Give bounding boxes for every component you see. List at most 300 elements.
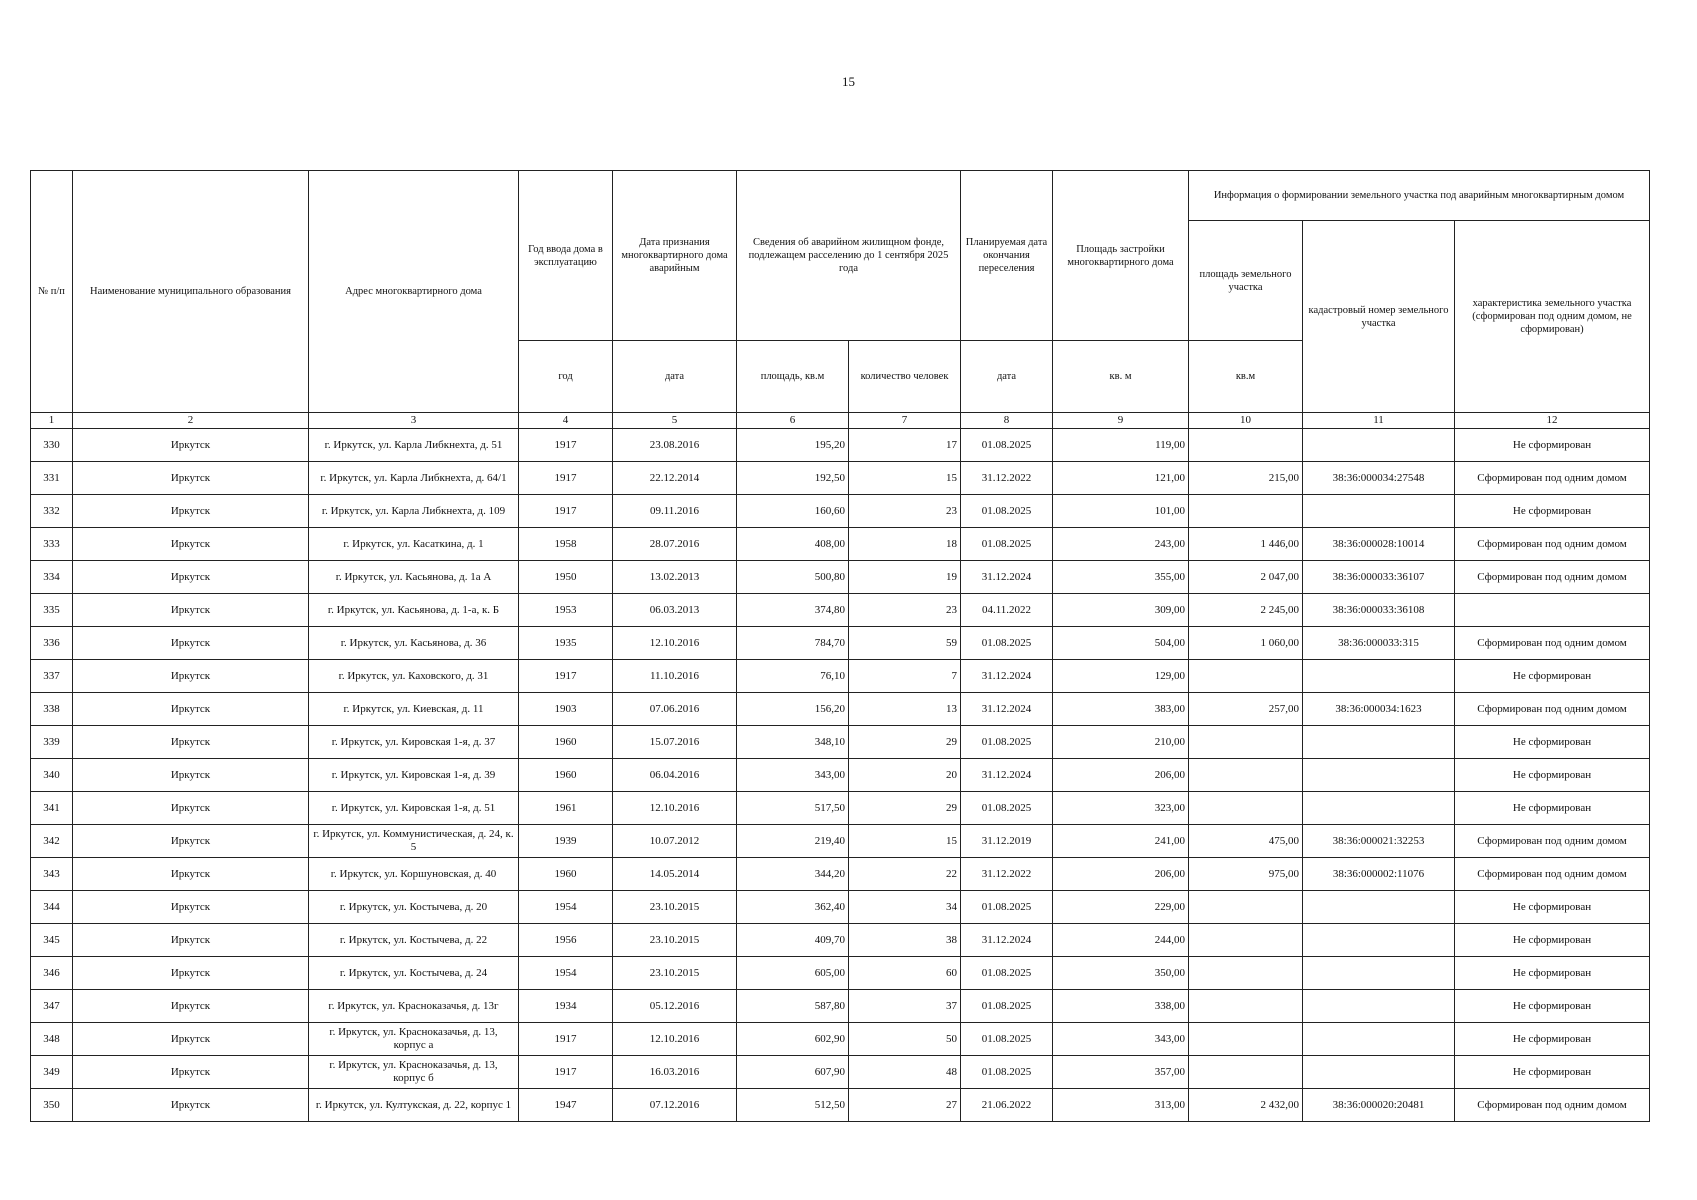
cell-building-area: 119,00 [1053, 429, 1189, 462]
cell-cadastral-number [1303, 660, 1455, 693]
table-row [31, 990, 1650, 1023]
cell-municipality: Иркутск [73, 561, 309, 594]
cell-area: 374,80 [737, 594, 849, 627]
cell-plot-characteristic: Не сформирован [1455, 759, 1650, 792]
cell-year: 1917 [519, 495, 613, 528]
cell-cadastral-number: 38:36:000033:315 [1303, 627, 1455, 660]
cell-municipality: Иркутск [73, 759, 309, 792]
header-cadastral: кадастровый номер земельного участка [1303, 221, 1455, 413]
cell-building-area: 121,00 [1053, 462, 1189, 495]
cell-row-number: 336 [31, 627, 73, 660]
cell-building-area: 210,00 [1053, 726, 1189, 759]
cell-recognition-date: 23.10.2015 [613, 957, 737, 990]
cell-cadastral-number: 38:36:000033:36108 [1303, 594, 1455, 627]
table-body [31, 429, 1650, 1122]
cell-area: 512,50 [737, 1089, 849, 1122]
cell-recognition-date: 06.04.2016 [613, 759, 737, 792]
header-recognition-date: Дата признания многоквартирного дома аварийным [613, 171, 737, 341]
cell-year: 1958 [519, 528, 613, 561]
cell-row-number: 335 [31, 594, 73, 627]
cell-year: 1917 [519, 660, 613, 693]
cell-recognition-date: 23.08.2016 [613, 429, 737, 462]
cell-plot-characteristic: Сформирован под одним домом [1455, 858, 1650, 891]
cell-cadastral-number [1303, 429, 1455, 462]
cell-recognition-date: 10.07.2012 [613, 825, 737, 858]
cell-building-area: 355,00 [1053, 561, 1189, 594]
cell-plot-characteristic: Не сформирован [1455, 429, 1650, 462]
header-unit-sqm: кв. м [1053, 341, 1189, 413]
cell-area: 602,90 [737, 1023, 849, 1056]
table-row [31, 891, 1650, 924]
cell-year: 1917 [519, 429, 613, 462]
cell-people-count: 20 [849, 759, 961, 792]
cell-row-number: 344 [31, 891, 73, 924]
cell-plot-area [1189, 990, 1303, 1023]
cell-municipality: Иркутск [73, 1089, 309, 1122]
cell-plot-characteristic: Не сформирован [1455, 495, 1650, 528]
table-row [31, 627, 1650, 660]
cell-cadastral-number [1303, 990, 1455, 1023]
cell-row-number: 331 [31, 462, 73, 495]
cell-area: 500,80 [737, 561, 849, 594]
header-no: № п/п [31, 171, 73, 413]
column-number: 7 [849, 413, 961, 429]
cell-cadastral-number [1303, 957, 1455, 990]
cell-municipality: Иркутск [73, 660, 309, 693]
cell-address: г. Иркутск, ул. Кировская 1-я, д. 39 [309, 759, 519, 792]
cell-municipality: Иркутск [73, 594, 309, 627]
cell-address: г. Иркутск, ул. Красноказачья, д. 13, корпус а [309, 1023, 519, 1056]
table-row [31, 957, 1650, 990]
header-unit-sqm2: кв.м [1189, 341, 1303, 413]
cell-year: 1903 [519, 693, 613, 726]
table-row [31, 924, 1650, 957]
table-row [31, 726, 1650, 759]
cell-area: 160,60 [737, 495, 849, 528]
cell-planned-end-date: 01.08.2025 [961, 495, 1053, 528]
cell-building-area: 309,00 [1053, 594, 1189, 627]
cell-address: г. Иркутск, ул. Коршуновская, д. 40 [309, 858, 519, 891]
cell-row-number: 346 [31, 957, 73, 990]
cell-plot-area: 2 245,00 [1189, 594, 1303, 627]
cell-recognition-date: 09.11.2016 [613, 495, 737, 528]
cell-recognition-date: 13.02.2013 [613, 561, 737, 594]
cell-address: г. Иркутск, ул. Кировская 1-я, д. 51 [309, 792, 519, 825]
cell-building-area: 206,00 [1053, 759, 1189, 792]
cell-year: 1960 [519, 759, 613, 792]
cell-plot-characteristic: Не сформирован [1455, 990, 1650, 1023]
table-row [31, 594, 1650, 627]
cell-area: 348,10 [737, 726, 849, 759]
cell-row-number: 330 [31, 429, 73, 462]
table-header [31, 171, 1650, 429]
cell-people-count: 19 [849, 561, 961, 594]
cell-planned-end-date: 01.08.2025 [961, 957, 1053, 990]
cell-municipality: Иркутск [73, 990, 309, 1023]
cell-cadastral-number: 38:36:000034:27548 [1303, 462, 1455, 495]
cell-planned-end-date: 01.08.2025 [961, 1056, 1053, 1089]
cell-planned-end-date: 31.12.2024 [961, 693, 1053, 726]
cell-building-area: 343,00 [1053, 1023, 1189, 1056]
cell-planned-end-date: 01.08.2025 [961, 1023, 1053, 1056]
cell-address: г. Иркутск, ул. Култукская, д. 22, корпус 1 [309, 1089, 519, 1122]
column-number: 5 [613, 413, 737, 429]
cell-plot-characteristic: Не сформирован [1455, 792, 1650, 825]
cell-plot-area: 2 047,00 [1189, 561, 1303, 594]
cell-row-number: 339 [31, 726, 73, 759]
header-planned-end: Планируемая дата окончания переселения [961, 171, 1053, 341]
cell-municipality: Иркутск [73, 957, 309, 990]
cell-recognition-date: 23.10.2015 [613, 924, 737, 957]
cell-plot-area [1189, 726, 1303, 759]
table-row [31, 1023, 1650, 1056]
cell-planned-end-date: 01.08.2025 [961, 990, 1053, 1023]
cell-year: 1939 [519, 825, 613, 858]
cell-recognition-date: 15.07.2016 [613, 726, 737, 759]
cell-year: 1960 [519, 858, 613, 891]
cell-recognition-date: 07.06.2016 [613, 693, 737, 726]
cell-recognition-date: 12.10.2016 [613, 627, 737, 660]
cell-planned-end-date: 31.12.2024 [961, 924, 1053, 957]
cell-recognition-date: 28.07.2016 [613, 528, 737, 561]
cell-plot-area [1189, 1023, 1303, 1056]
table-row [31, 528, 1650, 561]
cell-municipality: Иркутск [73, 1023, 309, 1056]
cell-people-count: 60 [849, 957, 961, 990]
cell-recognition-date: 07.12.2016 [613, 1089, 737, 1122]
cell-people-count: 7 [849, 660, 961, 693]
cell-people-count: 29 [849, 792, 961, 825]
cell-municipality: Иркутск [73, 924, 309, 957]
cell-address: г. Иркутск, ул. Карла Либкнехта, д. 109 [309, 495, 519, 528]
cell-plot-area: 975,00 [1189, 858, 1303, 891]
cell-year: 1960 [519, 726, 613, 759]
cell-plot-area: 1 446,00 [1189, 528, 1303, 561]
table-row [31, 561, 1650, 594]
cell-plot-area: 1 060,00 [1189, 627, 1303, 660]
cell-people-count: 27 [849, 1089, 961, 1122]
cell-year: 1961 [519, 792, 613, 825]
cell-plot-characteristic: Не сформирован [1455, 1056, 1650, 1089]
cell-area: 784,70 [737, 627, 849, 660]
cell-address: г. Иркутск, ул. Кировская 1-я, д. 37 [309, 726, 519, 759]
cell-recognition-date: 12.10.2016 [613, 792, 737, 825]
table-row [31, 660, 1650, 693]
cell-people-count: 38 [849, 924, 961, 957]
header-unit-date2: дата [961, 341, 1053, 413]
cell-address: г. Иркутск, ул. Карла Либкнехта, д. 51 [309, 429, 519, 462]
column-number: 11 [1303, 413, 1455, 429]
cell-building-area: 357,00 [1053, 1056, 1189, 1089]
cell-row-number: 334 [31, 561, 73, 594]
cell-recognition-date: 16.03.2016 [613, 1056, 737, 1089]
cell-planned-end-date: 01.08.2025 [961, 726, 1053, 759]
cell-cadastral-number [1303, 1056, 1455, 1089]
cell-area: 76,10 [737, 660, 849, 693]
cell-plot-characteristic: Сформирован под одним домом [1455, 1089, 1650, 1122]
header-land-info: Информация о формировании земельного участка под аварийным многоквартирным домом [1189, 171, 1650, 221]
cell-row-number: 348 [31, 1023, 73, 1056]
cell-recognition-date: 22.12.2014 [613, 462, 737, 495]
page-number: 15 [842, 74, 855, 89]
table-row [31, 495, 1650, 528]
cell-address: г. Иркутск, ул. Костычева, д. 22 [309, 924, 519, 957]
cell-cadastral-number: 38:36:000020:20481 [1303, 1089, 1455, 1122]
cell-cadastral-number: 38:36:000028:10014 [1303, 528, 1455, 561]
cell-address: г. Иркутск, ул. Киевская, д. 11 [309, 693, 519, 726]
cell-plot-area: 257,00 [1189, 693, 1303, 726]
cell-people-count: 23 [849, 495, 961, 528]
cell-plot-area [1189, 792, 1303, 825]
cell-plot-area [1189, 891, 1303, 924]
cell-building-area: 313,00 [1053, 1089, 1189, 1122]
cell-address: г. Иркутск, ул. Карла Либкнехта, д. 64/1 [309, 462, 519, 495]
cell-area: 607,90 [737, 1056, 849, 1089]
column-number: 10 [1189, 413, 1303, 429]
cell-people-count: 59 [849, 627, 961, 660]
column-number: 3 [309, 413, 519, 429]
header-municipality: Наименование муниципального образования [73, 171, 309, 413]
header-year: Год ввода дома в эксплуатацию [519, 171, 613, 341]
cell-plot-area: 215,00 [1189, 462, 1303, 495]
cell-recognition-date: 05.12.2016 [613, 990, 737, 1023]
cell-municipality: Иркутск [73, 891, 309, 924]
cell-plot-area [1189, 495, 1303, 528]
cell-planned-end-date: 31.12.2022 [961, 462, 1053, 495]
cell-plot-area [1189, 1056, 1303, 1089]
cell-plot-characteristic: Сформирован под одним домом [1455, 825, 1650, 858]
cell-plot-characteristic: Сформирован под одним домом [1455, 693, 1650, 726]
cell-building-area: 206,00 [1053, 858, 1189, 891]
header-unit-year: год [519, 341, 613, 413]
cell-planned-end-date: 31.12.2024 [961, 759, 1053, 792]
cell-building-area: 243,00 [1053, 528, 1189, 561]
cell-row-number: 350 [31, 1089, 73, 1122]
cell-municipality: Иркутск [73, 462, 309, 495]
cell-planned-end-date: 31.12.2024 [961, 660, 1053, 693]
header-address: Адрес многоквартирного дома [309, 171, 519, 413]
cell-cadastral-number: 38:36:000034:1623 [1303, 693, 1455, 726]
cell-planned-end-date: 01.08.2025 [961, 792, 1053, 825]
cell-cadastral-number [1303, 891, 1455, 924]
cell-people-count: 13 [849, 693, 961, 726]
cell-year: 1956 [519, 924, 613, 957]
cell-plot-area: 475,00 [1189, 825, 1303, 858]
cell-row-number: 337 [31, 660, 73, 693]
cell-people-count: 17 [849, 429, 961, 462]
cell-plot-area [1189, 660, 1303, 693]
cell-recognition-date: 06.03.2013 [613, 594, 737, 627]
cell-address: г. Иркутск, ул. Касьянова, д. 1-а, к. Б [309, 594, 519, 627]
cell-address: г. Иркутск, ул. Каховского, д. 31 [309, 660, 519, 693]
cell-municipality: Иркутск [73, 495, 309, 528]
cell-year: 1935 [519, 627, 613, 660]
cell-area: 156,20 [737, 693, 849, 726]
cell-address: г. Иркутск, ул. Костычева, д. 24 [309, 957, 519, 990]
cell-plot-area [1189, 924, 1303, 957]
cell-year: 1954 [519, 957, 613, 990]
cell-area: 362,40 [737, 891, 849, 924]
cell-row-number: 332 [31, 495, 73, 528]
cell-address: г. Иркутск, ул. Красноказачья, д. 13, корпус б [309, 1056, 519, 1089]
table-row [31, 1056, 1650, 1089]
cell-people-count: 34 [849, 891, 961, 924]
cell-area: 605,00 [737, 957, 849, 990]
cell-year: 1917 [519, 1056, 613, 1089]
cell-plot-characteristic: Не сформирован [1455, 1023, 1650, 1056]
cell-municipality: Иркутск [73, 693, 309, 726]
cell-year: 1917 [519, 462, 613, 495]
cell-recognition-date: 12.10.2016 [613, 1023, 737, 1056]
cell-building-area: 129,00 [1053, 660, 1189, 693]
cell-planned-end-date: 01.08.2025 [961, 429, 1053, 462]
table-row [31, 759, 1650, 792]
header-fund-info: Сведения об аварийном жилищном фонде, подлежащем расселению до 1 сентября 2025 года [737, 171, 961, 341]
column-number: 8 [961, 413, 1053, 429]
header-plot-area: площадь земельного участка [1189, 221, 1303, 341]
cell-area: 587,80 [737, 990, 849, 1023]
cell-planned-end-date: 31.12.2022 [961, 858, 1053, 891]
cell-plot-characteristic: Сформирован под одним домом [1455, 462, 1650, 495]
cell-building-area: 350,00 [1053, 957, 1189, 990]
table-row [31, 462, 1650, 495]
column-number: 6 [737, 413, 849, 429]
cell-building-area: 244,00 [1053, 924, 1189, 957]
cell-row-number: 333 [31, 528, 73, 561]
cell-address: г. Иркутск, ул. Касьянова, д. 36 [309, 627, 519, 660]
cell-municipality: Иркутск [73, 726, 309, 759]
cell-year: 1954 [519, 891, 613, 924]
cell-planned-end-date: 31.12.2024 [961, 561, 1053, 594]
cell-plot-characteristic: Сформирован под одним домом [1455, 561, 1650, 594]
cell-building-area: 241,00 [1053, 825, 1189, 858]
cell-plot-characteristic [1455, 594, 1650, 627]
cell-year: 1947 [519, 1089, 613, 1122]
cell-row-number: 340 [31, 759, 73, 792]
cell-planned-end-date: 01.08.2025 [961, 528, 1053, 561]
column-number: 4 [519, 413, 613, 429]
cell-people-count: 23 [849, 594, 961, 627]
cell-municipality: Иркутск [73, 792, 309, 825]
cell-area: 195,20 [737, 429, 849, 462]
cell-cadastral-number: 38:36:000033:36107 [1303, 561, 1455, 594]
header-characteristic: характеристика земельного участка (сформирован под одним домом, не сформирован) [1455, 221, 1650, 413]
cell-recognition-date: 14.05.2014 [613, 858, 737, 891]
cell-plot-area [1189, 759, 1303, 792]
cell-cadastral-number [1303, 759, 1455, 792]
cell-row-number: 338 [31, 693, 73, 726]
cell-area: 517,50 [737, 792, 849, 825]
cell-row-number: 345 [31, 924, 73, 957]
cell-people-count: 50 [849, 1023, 961, 1056]
column-number-row [31, 413, 1650, 429]
cell-people-count: 48 [849, 1056, 961, 1089]
column-number: 1 [31, 413, 73, 429]
table-row [31, 693, 1650, 726]
table-row [31, 858, 1650, 891]
cell-area: 409,70 [737, 924, 849, 957]
column-number: 12 [1455, 413, 1650, 429]
cell-plot-characteristic: Не сформирован [1455, 660, 1650, 693]
cell-cadastral-number [1303, 792, 1455, 825]
cell-planned-end-date: 01.08.2025 [961, 891, 1053, 924]
cell-row-number: 343 [31, 858, 73, 891]
header-unit-area: площадь, кв.м [737, 341, 849, 413]
cell-address: г. Иркутск, ул. Касаткина, д. 1 [309, 528, 519, 561]
cell-people-count: 15 [849, 825, 961, 858]
cell-plot-characteristic: Не сформирован [1455, 891, 1650, 924]
cell-plot-area [1189, 429, 1303, 462]
cell-planned-end-date: 01.08.2025 [961, 627, 1053, 660]
cell-people-count: 18 [849, 528, 961, 561]
cell-year: 1950 [519, 561, 613, 594]
cell-planned-end-date: 04.11.2022 [961, 594, 1053, 627]
cell-cadastral-number [1303, 726, 1455, 759]
cell-area: 343,00 [737, 759, 849, 792]
cell-planned-end-date: 31.12.2019 [961, 825, 1053, 858]
cell-people-count: 37 [849, 990, 961, 1023]
cell-area: 192,50 [737, 462, 849, 495]
cell-plot-characteristic: Не сформирован [1455, 726, 1650, 759]
header-unit-date: дата [613, 341, 737, 413]
cell-row-number: 342 [31, 825, 73, 858]
cell-building-area: 323,00 [1053, 792, 1189, 825]
cell-plot-characteristic: Не сформирован [1455, 924, 1650, 957]
cell-planned-end-date: 21.06.2022 [961, 1089, 1053, 1122]
cell-municipality: Иркутск [73, 825, 309, 858]
cell-cadastral-number: 38:36:000002:11076 [1303, 858, 1455, 891]
cell-plot-area [1189, 957, 1303, 990]
cell-address: г. Иркутск, ул. Касьянова, д. 1а А [309, 561, 519, 594]
cell-municipality: Иркутск [73, 528, 309, 561]
cell-year: 1953 [519, 594, 613, 627]
cell-address: г. Иркутск, ул. Коммунистическая, д. 24, к. 5 [309, 825, 519, 858]
cell-building-area: 383,00 [1053, 693, 1189, 726]
cell-building-area: 229,00 [1053, 891, 1189, 924]
cell-plot-characteristic: Не сформирован [1455, 957, 1650, 990]
cell-year: 1934 [519, 990, 613, 1023]
cell-municipality: Иркутск [73, 627, 309, 660]
cell-cadastral-number [1303, 495, 1455, 528]
column-number: 2 [73, 413, 309, 429]
emergency-housing-table [30, 170, 1650, 1122]
cell-row-number: 349 [31, 1056, 73, 1089]
header-building-area: Площадь застройки многоквартирного дома [1053, 171, 1189, 341]
cell-cadastral-number [1303, 924, 1455, 957]
cell-plot-characteristic: Сформирован под одним домом [1455, 627, 1650, 660]
table-row [31, 825, 1650, 858]
cell-cadastral-number [1303, 1023, 1455, 1056]
cell-cadastral-number: 38:36:000021:32253 [1303, 825, 1455, 858]
cell-area: 219,40 [737, 825, 849, 858]
cell-building-area: 338,00 [1053, 990, 1189, 1023]
cell-recognition-date: 11.10.2016 [613, 660, 737, 693]
cell-row-number: 347 [31, 990, 73, 1023]
table-row [31, 429, 1650, 462]
cell-recognition-date: 23.10.2015 [613, 891, 737, 924]
cell-municipality: Иркутск [73, 429, 309, 462]
cell-plot-area: 2 432,00 [1189, 1089, 1303, 1122]
cell-building-area: 504,00 [1053, 627, 1189, 660]
cell-address: г. Иркутск, ул. Красноказачья, д. 13г [309, 990, 519, 1023]
cell-plot-characteristic: Сформирован под одним домом [1455, 528, 1650, 561]
table-row [31, 792, 1650, 825]
cell-people-count: 29 [849, 726, 961, 759]
table-row [31, 1089, 1650, 1122]
cell-area: 344,20 [737, 858, 849, 891]
header-unit-people: количество человек [849, 341, 961, 413]
cell-municipality: Иркутск [73, 858, 309, 891]
